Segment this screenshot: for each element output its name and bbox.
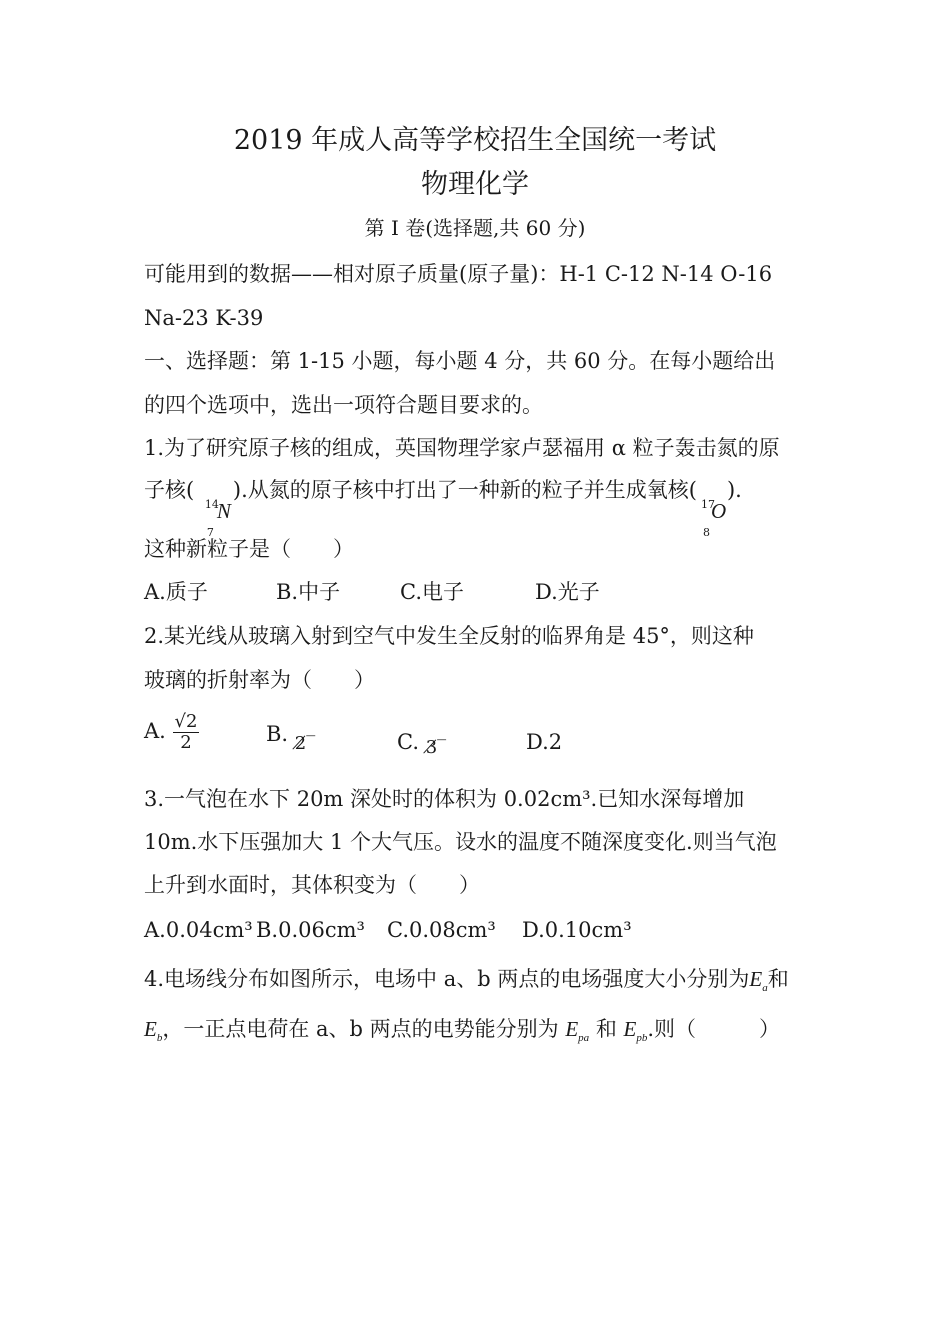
q2-option-b-value: 2̸‾ (294, 733, 316, 754)
q1-option-a: A.质子 (144, 580, 208, 604)
q3-line-2: 10m.水下压强加大 1 个大气压。设水的温度不随深度变化.则当气泡 (144, 830, 777, 854)
q1-text-c: ). (726, 478, 742, 502)
q3-option-b: B.0.06cm³ (256, 918, 365, 942)
q4-line-2 (144, 1015, 780, 1047)
q3-option-c: C.0.08cm³ (387, 918, 496, 942)
q1-line-2 (144, 476, 742, 539)
q2-option-a (144, 712, 199, 753)
oxygen-symbol: O (710, 499, 727, 523)
q2-option-b (266, 720, 316, 754)
symbol-e: E (144, 1017, 157, 1041)
q1-text-b: ).从氮的原子核中打出了一种新的粒子并生成氧核( (232, 478, 697, 502)
atomic-mass-line-1: 可能用到的数据——相对原子质量(原子量)：H-1 C-12 N-14 O-16 (144, 262, 773, 286)
q4-and-1: 和 (767, 967, 789, 991)
nitrogen-mass-number: 14 (204, 498, 219, 511)
q2-line-2: 玻璃的折射率为（ ） (144, 668, 375, 692)
q4-text-1: 4.电场线分布如图所示，电场中 a、b 两点的电场强度大小分别为 (144, 967, 750, 991)
q2-line-1: 2.某光线从玻璃入射到空气中发生全反射的临界角是 45°，则这种 (144, 624, 754, 648)
q2-option-c (397, 728, 446, 758)
fraction-denominator: 2 (180, 732, 192, 753)
exam-title: 2019 年成人高等学校招生全国统一考试 (233, 125, 717, 156)
subscript-pb: pb (636, 1032, 648, 1044)
instructions-line-2: 的四个选项中，选出一项符合题目要求的。 (144, 393, 543, 417)
q1-line-3: 这种新粒子是（ ） (144, 537, 354, 561)
symbol-e: E (623, 1017, 637, 1041)
potential-energy-a (565, 1017, 590, 1044)
instructions-line-1: 一、选择题：第 1-15 小题，每小题 4 分，共 60 分。在每小题给出 (144, 349, 776, 373)
q1-option-c: C.电子 (400, 580, 464, 604)
fraction-numerator: √2 (174, 711, 198, 732)
symbol-e: E (749, 967, 763, 991)
q1-text-a: 子核( (144, 478, 195, 502)
nitrogen-symbol: N (216, 499, 231, 523)
field-strength-b (144, 1017, 163, 1044)
q4-text-3: .则（ ） (647, 1017, 781, 1041)
q4-text-2: ，一正点电荷在 a、b 两点的电势能分别为 (162, 1017, 566, 1041)
q1-line-1: 1.为了研究原子核的组成，英国物理学家卢瑟福用 α 粒子轰击氮的原 (144, 436, 780, 460)
oxygen-mass-number: 17 (700, 498, 715, 511)
potential-energy-b (623, 1017, 648, 1044)
q1-option-d: D.光子 (535, 580, 600, 604)
nitrogen-atomic-number: 7 (206, 526, 214, 539)
q3-line-1: 3.一气泡在水下 20m 深处时的体积为 0.02cm³.已知水深每增加 (144, 787, 745, 811)
field-strength-a (749, 967, 768, 994)
q3-option-d: D.0.10cm³ (522, 918, 632, 942)
section-heading: 第 I 卷(选择题,共 60 分) (364, 216, 586, 240)
q2-option-d: D.2 (526, 730, 563, 754)
q2-option-b-label: B. (266, 722, 289, 746)
symbol-e: E (565, 1017, 579, 1041)
oxygen-atomic-number: 8 (702, 526, 710, 539)
q3-option-a: A.0.04cm³ (144, 918, 253, 942)
q2-option-a-label: A. (144, 719, 166, 743)
q2-option-a-fraction (173, 712, 200, 753)
subscript-a: a (762, 982, 768, 994)
q1-option-b: B.中子 (276, 580, 341, 604)
q4-and-2: 和 (589, 1017, 624, 1041)
exam-subject: 物理化学 (421, 169, 529, 200)
subscript-b: b (156, 1032, 163, 1044)
subscript-pa: pa (578, 1032, 590, 1044)
atomic-mass-line-2: Na-23 K-39 (144, 306, 264, 330)
q3-line-3: 上升到水面时，其体积变为（ ） (144, 873, 480, 897)
q4-line-1 (144, 965, 789, 997)
q2-option-c-label: C. (397, 730, 419, 754)
q2-option-c-value: 3̸‾ (425, 737, 447, 758)
